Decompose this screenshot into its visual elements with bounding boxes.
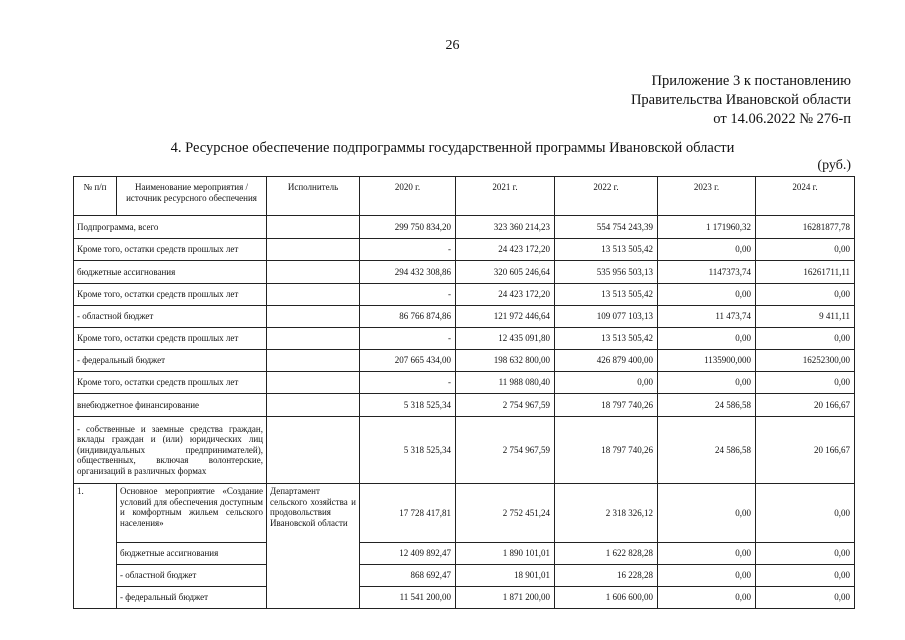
row-executor xyxy=(267,394,360,417)
row-executor xyxy=(267,216,360,239)
row-value: 24 423 172,20 xyxy=(456,239,555,261)
row-value: 20 166,67 xyxy=(756,417,855,484)
row-value: 0,00 xyxy=(658,284,756,306)
header-executor: Исполнитель xyxy=(267,177,360,216)
header-2023: 2023 г. xyxy=(658,177,756,216)
header-name: Наименование мероприятия / источник ресурсного обеспечения xyxy=(117,177,267,216)
row-value: 299 750 834,20 xyxy=(360,216,456,239)
table-row xyxy=(74,417,855,484)
activity-sub-row xyxy=(74,565,855,587)
row-value: 5 318 525,34 xyxy=(360,417,456,484)
row-label: Кроме того, остатки средств прошлых лет xyxy=(74,239,267,261)
row-value: 554 754 243,39 xyxy=(555,216,658,239)
row-label: - собственные и заемные средства граждан, вклады граждан и (или) юридических лиц (индивидуальных предпринимателей), общественных, включая волонтерские, организаций в различных формах xyxy=(74,417,267,484)
row-value: 11 473,74 xyxy=(658,306,756,328)
resource-table xyxy=(73,176,855,609)
table-row xyxy=(74,350,855,372)
activity-sub-value: 1 606 600,00 xyxy=(555,587,658,609)
row-value: 426 879 400,00 xyxy=(555,350,658,372)
row-value: 121 972 446,64 xyxy=(456,306,555,328)
activity-sub-value: 0,00 xyxy=(658,587,756,609)
table-row xyxy=(74,216,855,239)
row-executor xyxy=(267,328,360,350)
row-value: 0,00 xyxy=(658,372,756,394)
activity-value: 0,00 xyxy=(658,484,756,543)
header-2022: 2022 г. xyxy=(555,177,658,216)
header-num: № п/п xyxy=(74,177,117,216)
row-value: 535 956 503,13 xyxy=(555,261,658,284)
activity-sub-value: 868 692,47 xyxy=(360,565,456,587)
activity-sub-value: 18 901,01 xyxy=(456,565,555,587)
row-value: - xyxy=(360,284,456,306)
activity-value: 0,00 xyxy=(756,484,855,543)
row-label: бюджетные ассигнования xyxy=(74,261,267,284)
activity-sub-row xyxy=(74,587,855,609)
row-label: Подпрограмма, всего xyxy=(74,216,267,239)
table-row xyxy=(74,284,855,306)
row-value: 207 665 434,00 xyxy=(360,350,456,372)
activity-value: 17 728 417,81 xyxy=(360,484,456,543)
row-executor xyxy=(267,284,360,306)
row-value: 0,00 xyxy=(756,284,855,306)
row-value: 323 360 214,23 xyxy=(456,216,555,239)
row-value: 24 586,58 xyxy=(658,417,756,484)
row-value: 0,00 xyxy=(658,239,756,261)
row-value: 5 318 525,34 xyxy=(360,394,456,417)
row-value: 1147373,74 xyxy=(658,261,756,284)
row-value: 0,00 xyxy=(756,239,855,261)
header-2024: 2024 г. xyxy=(756,177,855,216)
row-executor xyxy=(267,372,360,394)
activity-sub-value: 12 409 892,47 xyxy=(360,543,456,565)
activity-sub-value: 0,00 xyxy=(658,565,756,587)
row-value: 198 632 800,00 xyxy=(456,350,555,372)
activity-value: 2 752 451,24 xyxy=(456,484,555,543)
row-value: 320 605 246,64 xyxy=(456,261,555,284)
row-executor xyxy=(267,239,360,261)
activity-sub-value: 1 622 828,28 xyxy=(555,543,658,565)
table-row xyxy=(74,328,855,350)
activity-sub-value: 1 871 200,00 xyxy=(456,587,555,609)
activity-sub-label: - областной бюджет xyxy=(117,565,267,587)
row-value: - xyxy=(360,328,456,350)
document-title: 4. Ресурсное обеспечение подпрограммы государственной программы Ивановской области xyxy=(170,140,735,156)
row-value: 12 435 091,80 xyxy=(456,328,555,350)
activity-sub-value: 1 890 101,01 xyxy=(456,543,555,565)
activity-sub-value: 0,00 xyxy=(756,587,855,609)
row-executor xyxy=(267,417,360,484)
row-label: Кроме того, остатки средств прошлых лет xyxy=(74,372,267,394)
activity-num: 1. xyxy=(74,484,117,609)
appendix-line-2: Правительства Ивановской области xyxy=(630,92,851,108)
row-value: 0,00 xyxy=(555,372,658,394)
row-label: внебюджетное финансирование xyxy=(74,394,267,417)
activity-sub-value: 0,00 xyxy=(756,543,855,565)
row-value: 0,00 xyxy=(756,372,855,394)
activity-name: Основное мероприятие «Создание условий для обеспечения доступным и комфортным жильем сельского населения» xyxy=(117,484,267,543)
row-value: 18 797 740,26 xyxy=(555,394,658,417)
activity-sub-value: 16 228,28 xyxy=(555,565,658,587)
table-row xyxy=(74,306,855,328)
row-value: 0,00 xyxy=(658,328,756,350)
activity-sub-value: 11 541 200,00 xyxy=(360,587,456,609)
row-label: Кроме того, остатки средств прошлых лет xyxy=(74,284,267,306)
row-value: 16252300,00 xyxy=(756,350,855,372)
table-row xyxy=(74,261,855,284)
row-value: 20 166,67 xyxy=(756,394,855,417)
activity-executor: Департамент сельского хозяйства и продовольствия Ивановской области xyxy=(267,484,360,609)
row-value: 16261711,11 xyxy=(756,261,855,284)
row-executor xyxy=(267,261,360,284)
row-value: 109 077 103,13 xyxy=(555,306,658,328)
row-value: 13 513 505,42 xyxy=(555,284,658,306)
page-number: 26 xyxy=(445,38,460,53)
currency-unit: (руб.) xyxy=(817,158,851,173)
header-2021: 2021 г. xyxy=(456,177,555,216)
appendix-line-1: Приложение 3 к постановлению xyxy=(651,73,851,89)
table-row xyxy=(74,239,855,261)
row-executor xyxy=(267,350,360,372)
row-value: 1135900,000 xyxy=(658,350,756,372)
row-value: 2 754 967,59 xyxy=(456,394,555,417)
appendix-block xyxy=(631,72,851,129)
row-value: 13 513 505,42 xyxy=(555,239,658,261)
activity-value: 2 318 326,12 xyxy=(555,484,658,543)
activity-row xyxy=(74,484,855,543)
row-label: - федеральный бюджет xyxy=(74,350,267,372)
row-value: - xyxy=(360,372,456,394)
row-value: 24 586,58 xyxy=(658,394,756,417)
header-2020: 2020 г. xyxy=(360,177,456,216)
activity-sub-value: 0,00 xyxy=(658,543,756,565)
row-value: 0,00 xyxy=(756,328,855,350)
row-value: 86 766 874,86 xyxy=(360,306,456,328)
appendix-line-3: от 14.06.2022 № 276-п xyxy=(713,111,851,127)
row-executor xyxy=(267,306,360,328)
table-header-row xyxy=(74,177,855,216)
row-value: - xyxy=(360,239,456,261)
row-label: Кроме того, остатки средств прошлых лет xyxy=(74,328,267,350)
row-label: - областной бюджет xyxy=(74,306,267,328)
row-value: 294 432 308,86 xyxy=(360,261,456,284)
row-value: 11 988 080,40 xyxy=(456,372,555,394)
row-value: 2 754 967,59 xyxy=(456,417,555,484)
row-value: 16281877,78 xyxy=(756,216,855,239)
table-row xyxy=(74,372,855,394)
activity-sub-row xyxy=(74,543,855,565)
row-value: 1 171960,32 xyxy=(658,216,756,239)
row-value: 18 797 740,26 xyxy=(555,417,658,484)
activity-sub-value: 0,00 xyxy=(756,565,855,587)
activity-sub-label: бюджетные ассигнования xyxy=(117,543,267,565)
row-value: 24 423 172,20 xyxy=(456,284,555,306)
activity-sub-label: - федеральный бюджет xyxy=(117,587,267,609)
row-value: 9 411,11 xyxy=(756,306,855,328)
table-row xyxy=(74,394,855,417)
row-value: 13 513 505,42 xyxy=(555,328,658,350)
